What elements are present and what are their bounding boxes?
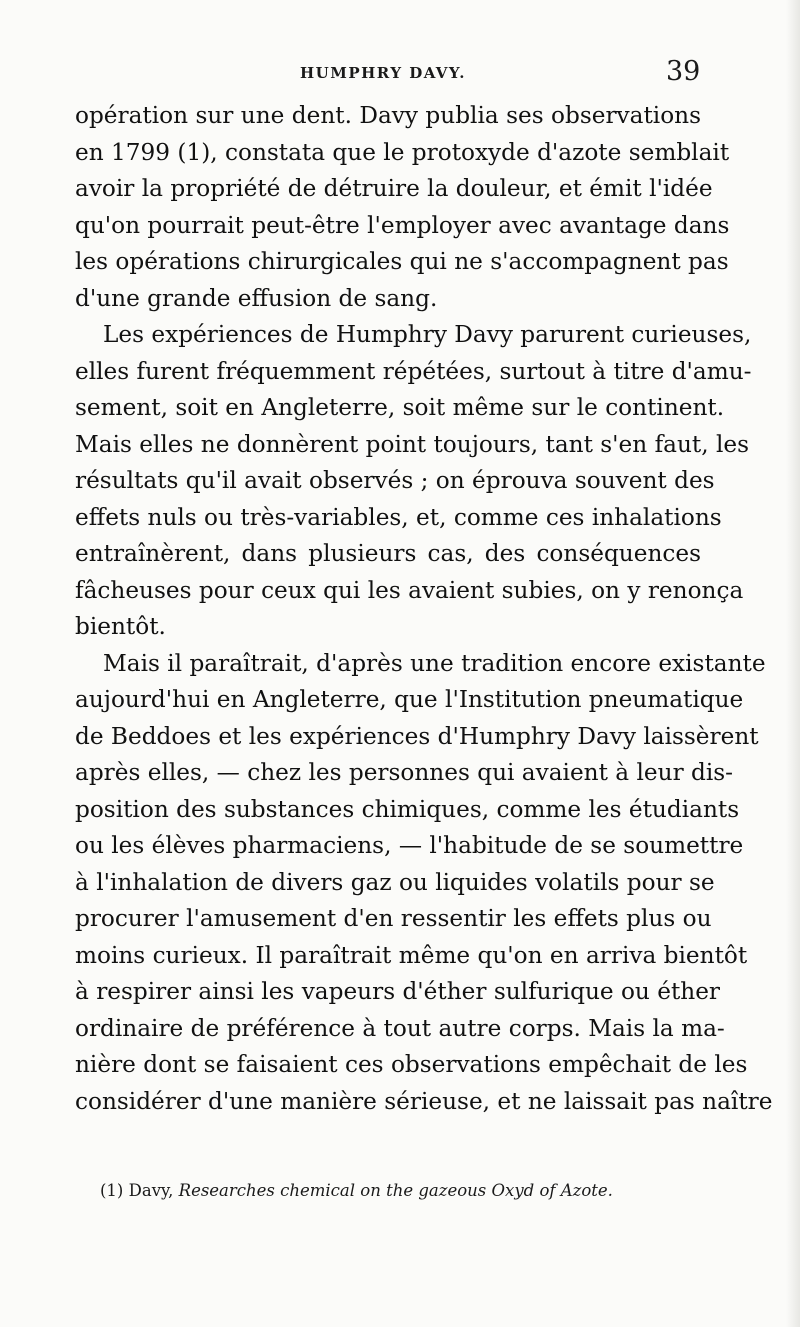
- body-text: [75, 98, 773, 1120]
- text-line: sement, soit en Angleterre, soit même sur le continent.: [75, 394, 725, 421]
- text-line: de Beddoes et les expériences d'Humphry Davy laissèrent: [75, 722, 759, 750]
- text-line: en 1799 (1), constata que le protoxyde d'azote semblait: [75, 138, 730, 166]
- paragraph: [75, 646, 773, 1121]
- paragraph: [75, 317, 752, 646]
- paragraph: [75, 98, 730, 317]
- footnote-marker: (1): [100, 1181, 124, 1200]
- text-line: moins curieux. Il paraîtrait même qu'on en arriva bientôt: [75, 941, 748, 969]
- text-line: Mais il paraîtrait, d'après une tradition encore existante: [103, 649, 766, 677]
- footnote-author: Davy,: [128, 1181, 174, 1200]
- text-line: opération sur une dent. Davy publia ses observations: [75, 102, 701, 129]
- footnote: [100, 1181, 660, 1200]
- page-header: [0, 56, 800, 90]
- text-line: bientôt.: [75, 613, 166, 640]
- text-line: effets nuls ou très-variables, et, comme ces inhalations: [75, 503, 722, 531]
- text-line: à respirer ainsi les vapeurs d'éther sulfurique ou éther: [75, 978, 721, 1005]
- text-line: ordinaire de préférence à tout autre corps. Mais la ma-: [75, 1014, 725, 1042]
- text-line: résultats qu'il avait observés ; on éprouva souvent des: [75, 467, 715, 494]
- text-line: Mais elles ne donnèrent point toujours, tant s'en faut, les: [75, 430, 750, 458]
- text-line: entraînèrent, dans plusieurs cas, des conséquences: [75, 540, 701, 567]
- running-title: HUMPHRY DAVY.: [300, 64, 466, 82]
- text-line: elles furent fréquemment répétées, surtout à titre d'amu-: [75, 357, 752, 385]
- text-line: nière dont se faisaient ces observations empêchait de les: [75, 1051, 748, 1078]
- text-line: à l'inhalation de divers gaz ou liquides volatils pour se: [75, 868, 715, 896]
- page-number: 39: [666, 56, 701, 87]
- text-line: avoir la propriété de détruire la douleur, et émit l'idée: [75, 175, 713, 202]
- text-line: ou les élèves pharmaciens, — l'habitude de se soumettre: [75, 832, 744, 859]
- text-line: d'une grande effusion de sang.: [75, 284, 438, 312]
- text-line: qu'on pourrait peut-être l'employer avec avantage dans: [75, 211, 730, 239]
- text-line: aujourd'hui en Angleterre, que l'Institution pneumatique: [75, 686, 744, 713]
- page-edge-shadow: [786, 0, 800, 1327]
- text-line: procurer l'amusement d'en ressentir les effets plus ou: [75, 905, 712, 932]
- footnote-title: Researches chemical on the gazeous Oxyd of Azote.: [178, 1181, 613, 1200]
- text-line: après elles, — chez les personnes qui avaient à leur dis-: [75, 759, 734, 786]
- text-line: fâcheuses pour ceux qui les avaient subies, on y renonça: [75, 576, 744, 604]
- text-line: position des substances chimiques, comme les étudiants: [75, 795, 740, 823]
- text-line: considérer d'une manière sérieuse, et ne laissait pas naître: [75, 1087, 773, 1115]
- text-line: Les expériences de Humphry Davy parurent curieuses,: [103, 321, 752, 348]
- text-line: les opérations chirurgicales qui ne s'accompagnent pas: [75, 248, 729, 275]
